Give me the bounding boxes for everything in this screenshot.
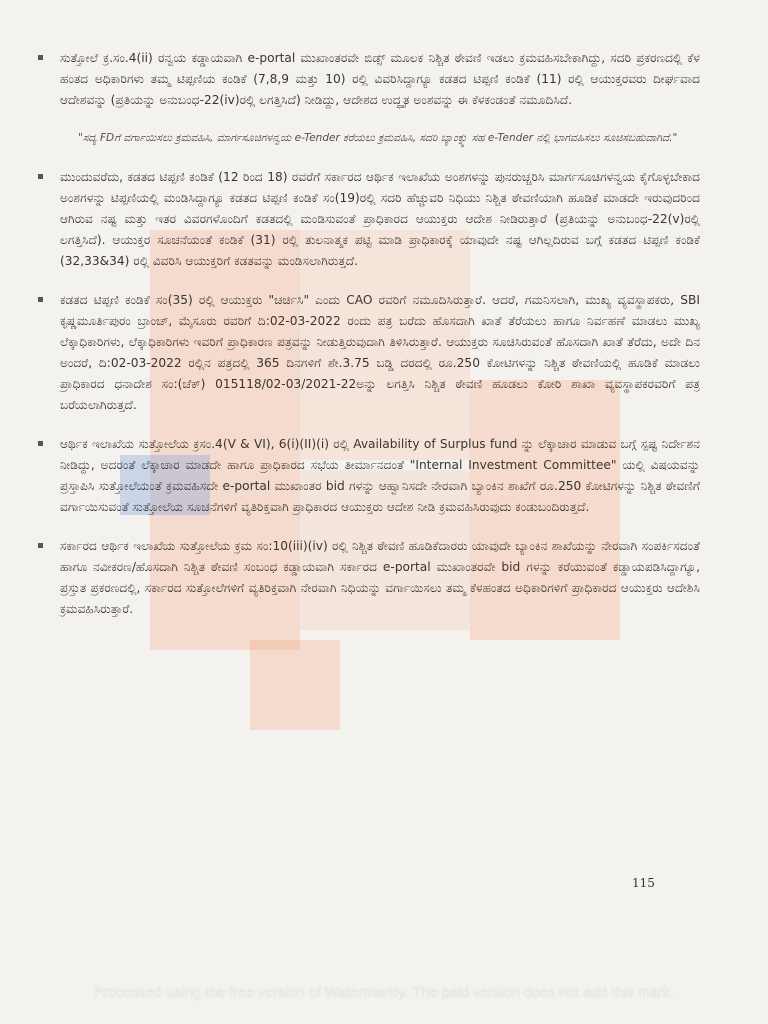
paragraph-text: ಕಡತದ ಟಿಪ್ಪಣಿ ಕಂಡಿಕೆ ಸಂ(35) ರಲ್ಲಿ ಆಯುಕ್ತರು "ಚರ್ಚಿಸಿ" ಎಂದು CAO ರವರಿಗೆ ನಮೂದಿಸಿರುತ್ತಾರೆ. ಆದರೆ, ಗಮನಿಸಲಾಗಿ, ಮುಖ್ಯ ವ್ಯವಸ್ಥಾಪಕರು, SBI ಕೃಷ್ಣಮೂರ್ತಿಪುರಂ ಬ್ರಾಂಚ್, ಮೈಸೂರು ರವರಿಗೆ ದಿ:02-03-2022 ರಂದು ಪತ್ರ ಬರೆದು ಹೊಸದಾಗಿ ಖಾತೆ ತೆರೆಯಲು ಹಾಗೂ ನಿರ್ವಹಣೆ ಮಾಡಲು ಮುಖ್ಯ ಲೆಕ್ಕಾಧಿಕಾರಿಗಳು, ಲೆಕ್ಕಾಧಿಕಾರಿಗಳು ಇವರಿಗೆ ಪ್ರಾಧಿಕಾರಣ ಪತ್ರವನ್ನು ನೀಡುತ್ತಿರುವುದಾಗಿ ತಿಳಿಸಿರುತ್ತಾರೆ. ಆಯುಕ್ತರು ಸೂಚಿಸಿರುವಂತೆ ಹೊಸದಾಗಿ ಖಾತೆ ತೆರೆದು, ಅದೇ ದಿನ ಅಂದರೆ, ದಿ:02-03-2022 ರಲ್ಲಿನ ಪತ್ರದಲ್ಲಿ 365 ದಿನಗಳಿಗೆ ಶೇ.3.75 ಬಡ್ಡಿ ದರದಲ್ಲಿ ರೂ.250 ಕೋಟಿಗಳನ್ನು ನಿಶ್ಚಿತ ಠೇವಣಿಯಲ್ಲಿ ಹೂಡಿಕೆ ಮಾಡಲು ಪ್ರಾಧಿಕಾರದ ಧನಾದೇಶ ಸಂ:(ಚೆಕ್) 015118/02-03/2021-22ಅನ್ನು ಲಗತ್ತಿಸಿ ನಿಶ್ಚಿತ ಠೇವಣಿ ಹೂಡಲು ಕೋರಿ ಶಾಖಾ ವ್ಯವಸ್ಥಾಪಕರವರಿಗೆ ಪತ್ರ ಬರೆಯಲಾಗಿರುತ್ತದೆ. <box>60 293 700 412</box>
paragraph-5 <box>30 536 700 620</box>
page-number: 115 <box>632 876 655 890</box>
bullet-icon <box>38 174 43 179</box>
paragraph-1 <box>30 48 700 111</box>
bullet-icon <box>38 543 43 548</box>
paragraph-2 <box>30 167 700 272</box>
paragraph-text: ಆರ್ಥಿಕ ಇಲಾಖೆಯ ಸುತ್ತೋಲೆಯ ಕ್ರಸಂ.4(V & VI), 6(i)(II)(i) ರಲ್ಲಿ Availability of Surplus fund ನ್ನು ಲೆಕ್ಕಾಚಾರ ಮಾಡುವ ಬಗ್ಗೆ ಸ್ಪಷ್ಟ ನಿರ್ದೇಶನ ನೀಡಿದ್ದು, ಅದರಂತೆ ಲೆಕ್ಕಾಚಾರ ಮಾಡದೇ ಹಾಗೂ ಪ್ರಾಧಿಕಾರದ ಸಭೆಯ ತೀರ್ಮಾನದಂತೆ "Internal Investment Committee" ಯಲ್ಲಿ ವಿಷಯವನ್ನು ಪ್ರಸ್ತಾಪಿಸಿ ಸುತ್ತೋಲೆಯಂತೆ ಕ್ರಮವಹಿಸದೇ e-portal ಮುಖಾಂತರ bid ಗಳನ್ನು ಆಹ್ವಾನಿಸದೇ ನೇರವಾಗಿ ಬ್ಯಾಂಕಿನ ಶಾಖೆಗೆ ರೂ.250 ಕೋಟಿಗಳನ್ನು ನಿಶ್ಚಿತ ಠೇವಣಿಗೆ ವರ್ಗಾಯಿಸುವಂತೆ ಸುತ್ತೋಲೆಯ ಸೂಚನೆಗಳಿಗೆ ವ್ಯತಿರಿಕ್ತವಾಗಿ ಪ್ರಾಧಿಕಾರದ ಆಯುಕ್ತರು ಆದೇಶ ನೀಡಿ ಕ್ರಮವಹಿಸಿರುವುದು ಕಂಡುಬಂದಿರುತ್ತದೆ. <box>60 437 700 514</box>
paragraph-4 <box>30 434 700 518</box>
paragraph-text: ಮುಂದುವರೆದು, ಕಡತದ ಟಿಪ್ಪಣಿ ಕಂಡಿಕೆ (12 ರಿಂದ 18) ರವರೆಗೆ ಸರ್ಕಾರದ ಆರ್ಥಿಕ ಇಲಾಖೆಯ ಅಂಶಗಳನ್ನು ಪುನರುಚ್ಚರಿಸಿ ಮಾರ್ಗಸೂಚಿಗಳನ್ವಯ ಕೈಗೊಳ್ಳಬೇಕಾದ ಅಂಶಗಳನ್ನು ಟಿಪ್ಪಣಿಯಲ್ಲಿ ಮಂಡಿಸಿದ್ದಾಗ್ಯೂ ಕಡತದ ಟಿಪ್ಪಣಿ ಕಂಡಿಕೆ ಸಂ(19)ರಲ್ಲಿ ಸದರಿ ಹೆಚ್ಚುವರಿ ನಿಧಿಯು ನಿಶ್ಚಿತ ಠೇವಣಿಯಾಗಿ ಹೂಡಿಕೆ ಮಾಡದೇ ಇರುವುದರಿಂದ ಆಗಿರುವ ನಷ್ಟ ಮತ್ತು ಇತರ ವಿವರಗಳೊಂದಿಗೆ ಕಡತದಲ್ಲಿ ಮಂಡಿಸುವಂತೆ ಪ್ರಾಧಿಕಾರದ ಆಯುಕ್ತರು ಆದೇಶ ನೀಡಿರುತ್ತಾರೆ (ಪ್ರತಿಯನ್ನು ಅನುಬಂಧ-22(v)ರಲ್ಲಿ ಲಗತ್ತಿಸಿದೆ). ಆಯುಕ್ತರ ಸೂಚನೆಯಂತೆ ಕಂಡಿಕೆ (31) ರಲ್ಲಿ ತುಲನಾತ್ಮಕ ಪಟ್ಟಿ ಮಾಡಿ ಪ್ರಾಧಿಕಾರಕ್ಕೆ ಯಾವುದೇ ನಷ್ಟ ಆಗಿಲ್ಲದಿರುವ ಬಗ್ಗೆ ಕಡತದ ಟಿಪ್ಪಣಿ ಕಂಡಿಕೆ (32,33&34) ರಲ್ಲಿ ವಿವರಿಸಿ ಆಯುಕ್ತರಿಗೆ ಕಡತವನ್ನು ಮಂಡಿಸಲಾಗಿರುತ್ತದೆ. <box>60 170 700 268</box>
bullet-icon <box>38 297 43 302</box>
bullet-icon <box>38 55 43 60</box>
watermark-block <box>250 640 340 730</box>
bullet-icon <box>38 441 43 446</box>
document-body <box>30 48 700 638</box>
watermark-notice: Processed using the free version of Watermarkly. The paid version does not add this mark. <box>93 985 675 1001</box>
paragraph-text: ಸುತ್ತೋಲೆ ಕ್ರ.ಸಂ.4(ii) ರನ್ವಯ ಕಡ್ಡಾಯವಾಗಿ e-portal ಮುಖಾಂತರವೇ ಬಿಡ್ಸ್ ಮೂಲಕ ನಿಶ್ಚಿತ ಠೇವಣಿ ಇಡಲು ಕ್ರಮವಹಿಸಬೇಕಾಗಿದ್ದು, ಸದರಿ ಪ್ರಕರಣದಲ್ಲಿ ಕೆಳ ಹಂತದ ಅಧಿಕಾರಿಗಳು ತಮ್ಮ ಟಿಪ್ಪಣಿಯ ಕಂಡಿಕೆ (7,8,9 ಮತ್ತು 10) ರಲ್ಲಿ ವಿವರಿಸಿದ್ದಾಗ್ಯೂ ಕಡತದ ಟಿಪ್ಪಣಿ ಕಂಡಿಕೆ (11) ರಲ್ಲಿ ಆಯುಕ್ತರವರು ದೀರ್ಘವಾದ ಆದೇಶವನ್ನು (ಪ್ರತಿಯನ್ನು ಅನುಬಂಧ-22(iv)ರಲ್ಲಿ ಲಗತ್ತಿಸಿದೆ) ನೀಡಿದ್ದು, ಆದೇಶದ ಉದ್ಧೃತ ಅಂಶವನ್ನು ಈ ಕೆಳಕಂಡಂತೆ ನಮೂದಿಸಿದೆ. <box>60 51 700 107</box>
paragraph-text: ಸರ್ಕಾರದ ಆರ್ಥಿಕ ಇಲಾಖೆಯ ಸುತ್ತೋಲೆಯ ಕ್ರಮ ಸಂ:10(iii)(iv) ರಲ್ಲಿ ನಿಶ್ಚಿತ ಠೇವಣಿ ಹೂಡಿಕೆದಾರರು ಯಾವುದೇ ಬ್ಯಾಂಕಿನ ಶಾಖೆಯನ್ನು ನೇರವಾಗಿ ಸಂಪರ್ಕಿಸದಂತೆ ಹಾಗೂ ನವೀಕರಣ/ಹೊಸದಾಗಿ ನಿಶ್ಚಿತ ಠೇವಣಿ ಸಂಬಂಧ ಕಡ್ಡಾಯವಾಗಿ ಸರ್ಕಾರದ e-portal ಮುಖಾಂತರವೇ bid ಗಳನ್ನು ಕರೆಯುವಂತೆ ಕಡ್ಡಾಯಪಡಿಸಿದ್ದಾಗ್ಯೂ, ಪ್ರಸ್ತುತ ಪ್ರಕರಣದಲ್ಲಿ, ಸರ್ಕಾರದ ಸುತ್ತೋಲೆಗಳಿಗೆ ವ್ಯತಿರಿಕ್ತವಾಗಿ ನೇರವಾಗಿ ನಿಧಿಯನ್ನು ವರ್ಗಾಯಿಸಲು ತಮ್ಮ ಕೆಳಹಂತದ ಅಧಿಕಾರಿಗಳಿಗೆ ಪ್ರಾಧಿಕಾರದ ಆಯುಕ್ತರು ಆದೇಶಿಸಿ ಕ್ರಮವಹಿಸಿರುತ್ತಾರೆ. <box>60 539 700 616</box>
paragraph-3 <box>30 290 700 416</box>
quoted-order: "ಸದ್ಯ FDಗೆ ವರ್ಗಾಯಿಸಲು ಕ್ರಮವಹಿಸಿ, ಮಾರ್ಗಸೂಚಿಗಳನ್ವಯ e-Tender ಕರೆಯಲು ಕ್ರಮವಹಿಸಿ, ಸದರಿ ಬ್ಯಾಂಕ್ನ್ನು ಸಹ e-Tender ನಲ್ಲಿ ಭಾಗವಹಿಸಲು ಸೂಚಿಸಬಹುದಾಗಿದೆ." <box>78 132 678 144</box>
